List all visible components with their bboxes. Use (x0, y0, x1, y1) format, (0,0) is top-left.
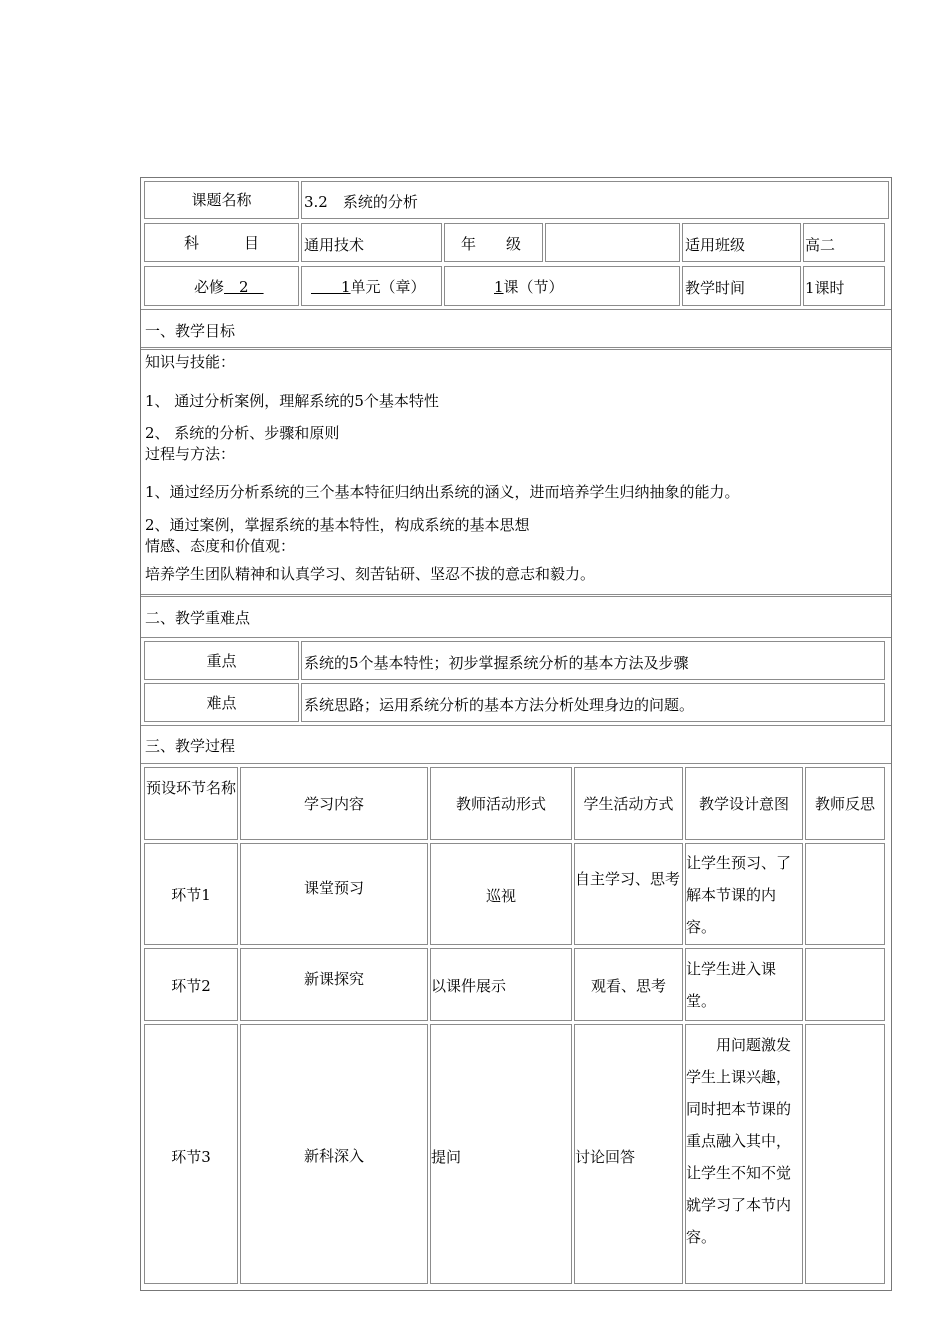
hard-value: 系统思路；运用系统分析的基本方法分析处理身边的问题。 (304, 696, 695, 714)
subject-value: 通用技术 (304, 236, 365, 254)
divider (141, 725, 891, 726)
column-header-content: 学习内容 (303, 795, 364, 813)
title-label: 课题名称 (191, 191, 252, 209)
grade-value-cell (545, 223, 680, 262)
knowledge-item-2: 2、 系统的分析、步骤和原则 (145, 424, 340, 442)
row-2-intent: 让学生进入课堂。 (686, 960, 777, 1010)
time-label: 教学时间 (685, 279, 746, 297)
required-text (194, 277, 264, 297)
divider (141, 637, 891, 638)
key-value: 系统的5个基本特性；初步掌握系统分析的基本方法及步骤 (304, 654, 689, 672)
row-3-teacher: 提问 (431, 1148, 462, 1166)
row-3-content: 新科深入 (303, 1147, 364, 1165)
process-title: 过程与方法： (145, 445, 236, 463)
table-cell (805, 843, 885, 945)
subject-label: 科 目 (183, 234, 259, 252)
row-1-content: 课堂预习 (303, 879, 364, 897)
divider (141, 763, 891, 764)
goals-heading: 一、教学目标 (145, 322, 236, 340)
grade-label: 年 级 (461, 235, 522, 253)
row-2-content: 新课探究 (303, 970, 364, 988)
column-header-student: 学生活动方式 (583, 795, 674, 813)
column-header-reflect: 教师反思 (814, 795, 875, 813)
column-header-intent: 教学设计意图 (698, 795, 789, 813)
unit-text (311, 277, 426, 297)
row-1-student: 自主学习、思考 (575, 870, 681, 888)
required-value: 2 (224, 278, 264, 296)
row-2-stage: 环节2 (171, 977, 211, 995)
row-1-intent: 让学生预习、了解本节课的内容。 (686, 854, 792, 936)
keypoints-heading: 二、教学重难点 (145, 609, 251, 627)
row-3-intent: 用问题激发学生上课兴趣，同时把本节课的重点融入其中，让学生不知不觉就学习了本节内容。 (686, 1036, 792, 1246)
row-2-teacher: 以课件展示 (431, 977, 507, 995)
column-header-teacher: 教师活动形式 (455, 795, 546, 813)
row-1-teacher: 巡视 (485, 887, 516, 905)
row-3-stage: 环节3 (171, 1148, 211, 1166)
table-cell (805, 948, 885, 1021)
lesson-value: 1 (494, 278, 504, 296)
divider (141, 594, 891, 597)
required-prefix: 必修 (194, 278, 225, 296)
unit-value: 1 (311, 278, 351, 296)
title-value: 3.2 系统的分析 (304, 193, 418, 211)
process-heading: 三、教学过程 (145, 737, 236, 755)
process-item-1: 1、通过经历分析系统的三个基本特征归纳出系统的涵义，进而培养学生归纳抽象的能力。 (145, 483, 740, 501)
table-cell (805, 1024, 885, 1284)
class-value: 高二 (805, 236, 836, 254)
lesson-text (494, 277, 564, 297)
class-label: 适用班级 (685, 236, 746, 254)
row-2-student: 观看、思考 (591, 977, 667, 995)
key-label: 重点 (206, 652, 237, 670)
column-header-stage: 预设环节名称 (146, 779, 237, 797)
row-1-stage: 环节1 (171, 886, 211, 904)
lesson-suffix: 课（节） (503, 278, 564, 296)
knowledge-title: 知识与技能： (145, 353, 236, 371)
hard-label: 难点 (206, 694, 237, 712)
row-3-student: 讨论回答 (575, 1148, 636, 1166)
unit-suffix: 单元（章） (350, 278, 426, 296)
knowledge-item-1: 1、 通过分析案例，理解系统的5个基本特性 (145, 392, 439, 410)
divider (141, 347, 891, 350)
divider (141, 309, 891, 310)
process-item-2: 2、通过案例，掌握系统的基本特性，构成系统的基本思想 (145, 516, 530, 534)
emotion-title: 情感、态度和价值观： (145, 537, 296, 555)
time-value: 1课时 (805, 279, 845, 297)
emotion-item-1: 培养学生团队精神和认真学习、刻苦钻研、坚忍不拔的意志和毅力。 (145, 565, 596, 583)
